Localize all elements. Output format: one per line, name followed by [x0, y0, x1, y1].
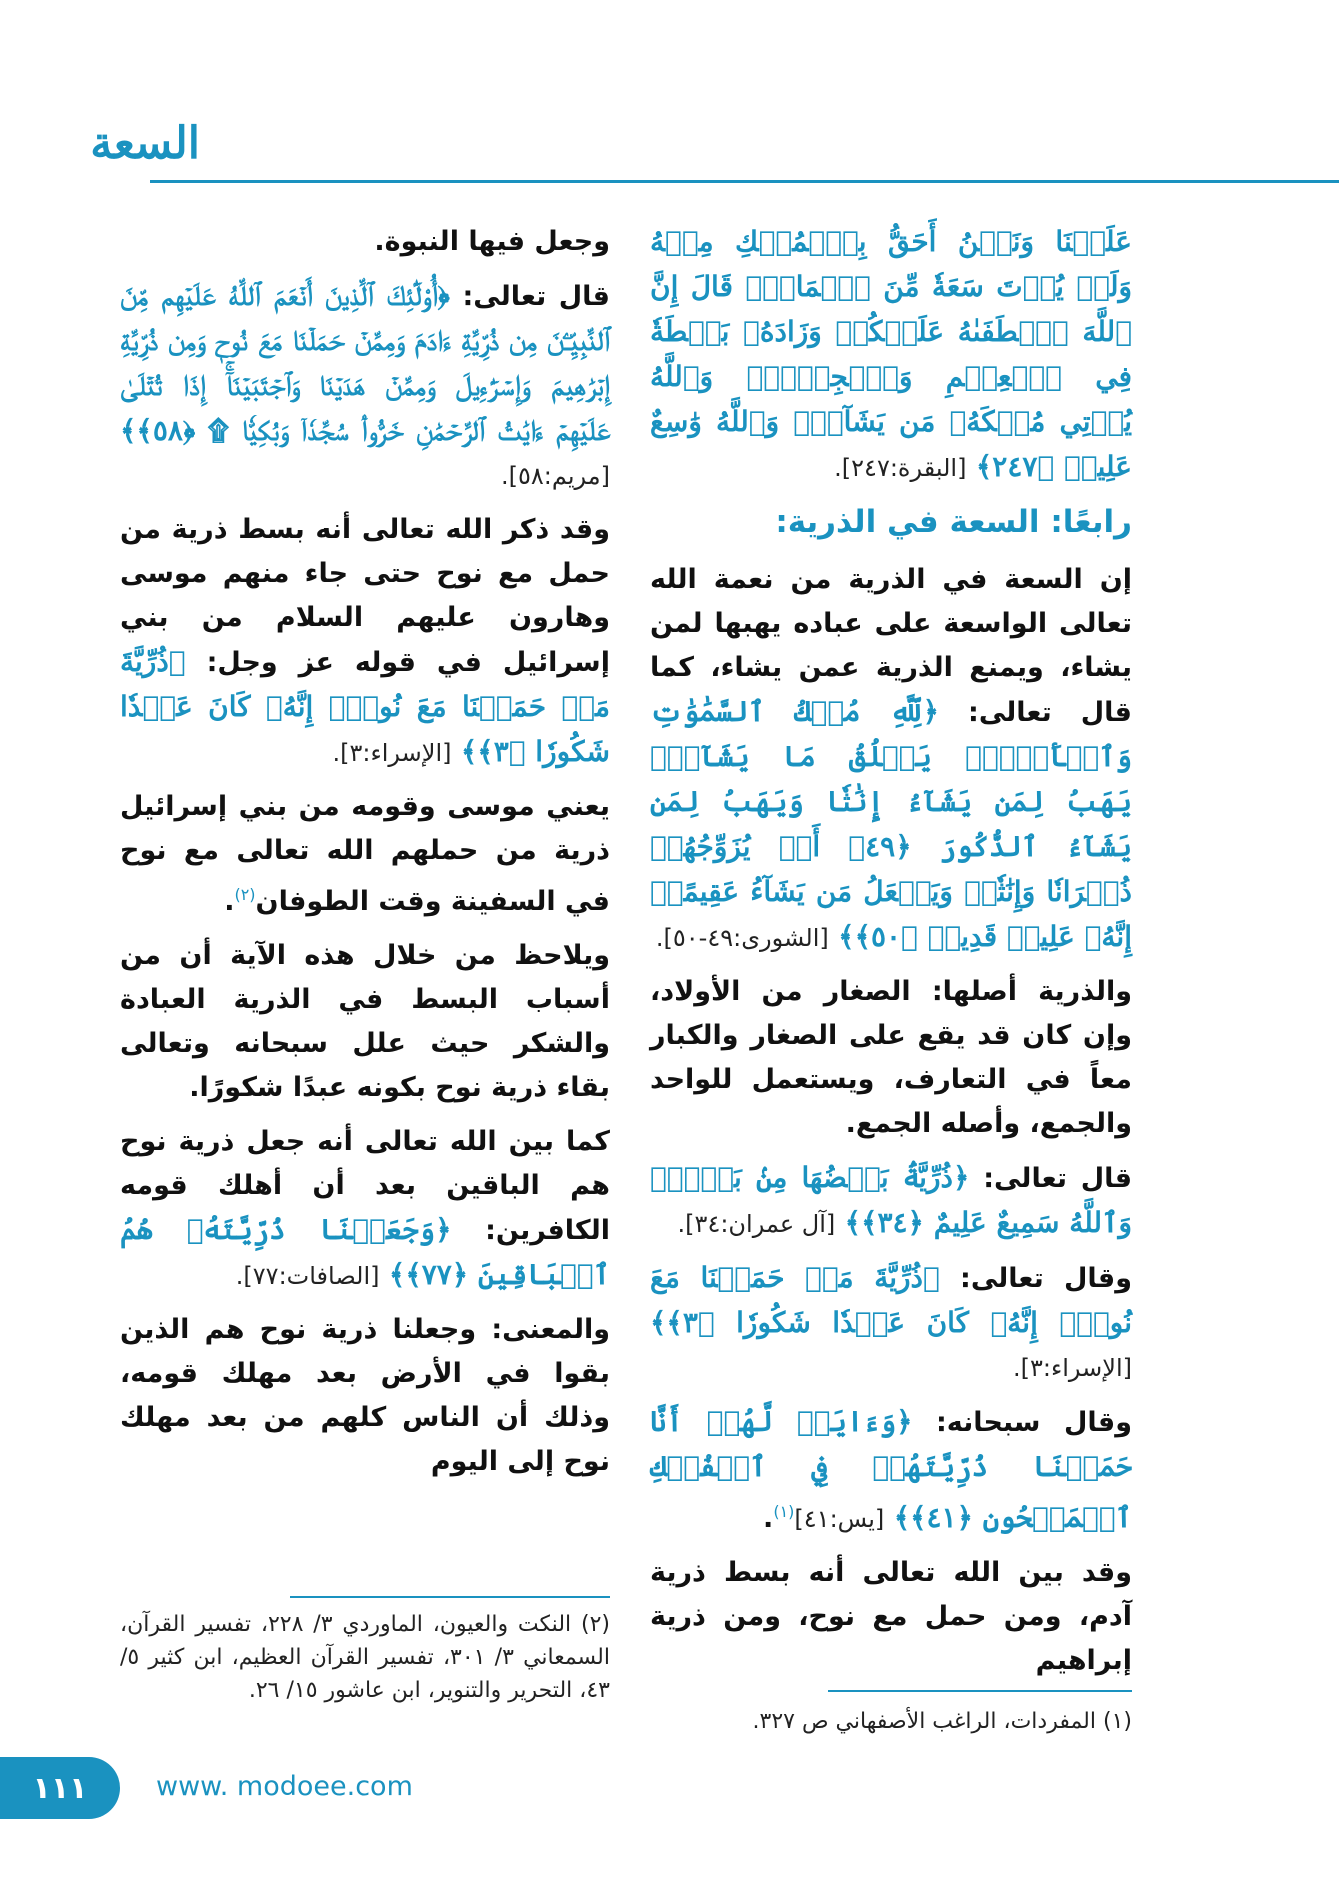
paragraph: وقال سبحانه: ﴿وَءَايَةٞ لَّهُمۡ أَنَّا حَمَلۡنَا ذُرِّيَّتَهُمۡ فِي ٱلۡفُلۡكِ ٱلۡمَشۡحُونِ ﴿٤١﴾﴾ [يس:٤١]$^{(١)}$. [650, 1405, 1132, 1534]
quran-verse-shura: ﴿لِّلَّهِ مُلۡكُ ٱلسَّمَٰوَٰتِ وَٱلۡأَرۡضِۚ يَخۡلُقُ مَا يَشَآءُۚ يَهَبُ لِمَن يَشَآءُ إِنَٰثٗا وَيَهَبُ لِمَن يَشَآءُ ٱلذُّكُورَ ﴿٤٩﴾ أَوۡ يُزَوِّجُهُمۡ ذُكۡرَانٗا وَإِنَٰثٗاۖ وَيَجۡعَلُ مَن يَشَآءُ عَقِيمًاۚ إِنَّهُۥ عَلِيمٞ قَدِيرٞ ﴿٥٠﴾﴾ [650, 695, 1132, 953]
left-column [120, 220, 610, 1494]
paragraph: ويلاحظ من خلال هذه الآية أن من أسباب البسط في الذرية العبادة والشكر حيث علل سبحانه وتعالى بقاء ذرية نوح بكونه عبدًا شكورًا. [120, 940, 610, 1103]
paragraph [120, 1120, 610, 1298]
quran-verse-saffat: ﴿وَجَعَلۡنَا ذُرِّيَّتَهُۥ هُمُ ٱلۡبَاقِينَ ﴿٧٧﴾﴾ [120, 1213, 610, 1291]
footnote-right: (١) المفردات، الراغب الأصفهاني ص ٣٢٧. [752, 1709, 1132, 1734]
paragraph-text: كما بين الله تعالى أنه جعل ذرية نوح هم الباقين بعد أن أهلك قومه الكافرين: [120, 1126, 611, 1246]
website-link[interactable]: www. modoee.com [156, 1771, 413, 1802]
paragraph-text: وقال سبحانه: [936, 1407, 1132, 1438]
paragraph [120, 508, 610, 775]
verse-reference: [الشورى:٤٩-٥٠]. [655, 924, 829, 952]
quran-verse-maryam: ﴿أُوْلَٰٓئِكَ ٱلَّذِينَ أَنۡعَمَ ٱللَّهُ عَلَيۡهِم مِّنَ ٱلنَّبِيِّـۧنَ مِن ذُرِّيَّةِ ءَادَمَ وَمِمَّنۡ حَمَلۡنَا مَعَ نُوحٖ وَمِن ذُرِّيَّةِ إِبۡرَٰهِيمَ وَإِسۡرَٰٓءِيلَ وَمِمَّنۡ هَدَيۡنَا وَٱجۡتَبَيۡنَآۚ إِذَا تُتۡلَىٰ عَلَيۡهِمۡ ءَايَٰتُ ٱلرَّحۡمَٰنِ خَرُّواْۤ سُجَّدٗاۤ وَبُكِيّٗا ۩ ﴿٥٨﴾﴾ [120, 279, 610, 447]
quran-verse-yasin: ﴿وَءَايَةٞ لَّهُمۡ أَنَّا حَمَلۡنَا ذُرِّيَّتَهُمۡ فِي ٱلۡفُلۡكِ ٱلۡمَشۡحُونِ ﴿٤١﴾﴾ [650, 1405, 1132, 1534]
paragraph: وجعل فيها النبوة. [374, 226, 610, 257]
header-divider [150, 180, 1339, 183]
paragraph [650, 558, 1132, 960]
quran-verse-isra: ﴿ذُرِّيَّةَ مَنۡ حَمَلۡنَا مَعَ نُوحٍۚ إِنَّهُۥ كَانَ عَبۡدٗا شَكُورٗا ﴿٣﴾﴾ [650, 1261, 1132, 1339]
paragraph-text: قال تعالى: [462, 281, 610, 312]
paragraph: والذرية أصلها: الصغار من الأولاد، وإن كان قد يقع على الصغار والكبار معاً في التعارف، ويستعمل للواحد والجمع، وأصله الجمع. [650, 976, 1132, 1139]
footnote-divider-left [290, 1596, 610, 1598]
quran-verse-imran: ﴿ذُرِّيَّةَۢ بَعۡضُهَا مِنۢ بَعۡضٖۗ وَٱللَّهُ سَمِيعٌ عَلِيمٌ ﴿٣٤﴾﴾ [650, 1161, 1132, 1239]
verse-reference: [آل عمران:٣٤]. [677, 1210, 836, 1238]
paragraph: والمعنى: وجعلنا ذرية نوح هم الذين بقوا في الأرض بعد مهلك قومه، وذلك أن الناس كلهم من بعد مهلك نوح إلى اليوم [120, 1314, 610, 1477]
paragraph [650, 1256, 1132, 1390]
paragraph-text: قال تعالى: [983, 1163, 1133, 1194]
verse-reference: [الإسراء:٣]. [1013, 1354, 1132, 1382]
paragraph [650, 1156, 1132, 1246]
footnote-divider-right [828, 1690, 1132, 1692]
footnote-left: (٢) النكت والعيون، الماوردي ٣/ ٢٢٨، تفسير القرآن، السمعاني ٣/ ٣٠١، تفسير القرآن العظيم، ابن كثير ٥/ ٤٣، التحرير والتنوير، ابن عاشور ١٥/ ٢٦. [120, 1612, 611, 1703]
verse-reference: [البقرة:٢٤٧]. [834, 454, 967, 482]
footnote-marker: (٢) [234, 885, 256, 904]
verse-reference: [الصافات:٧٧]. [235, 1262, 380, 1290]
paragraph-text: يعني موسى وقومه من بني إسرائيل ذرية من حملهم الله تعالى مع نوح في السفينة وقت الطوفان [120, 791, 610, 917]
paragraph: وقد بين الله تعالى أنه بسط ذرية آدم، ومن حمل مع نوح، ومن ذرية إبراهيم [650, 1557, 1132, 1676]
verse-block [650, 220, 1132, 490]
paragraph-text: وقد ذكر الله تعالى أنه بسط ذرية من حمل مع نوح حتى جاء منهم موسى وهارون عليهم السلام من بني إسرائيل في قوله عز وجل: [120, 514, 610, 678]
section-heading: رابعًا: السعة في الذرية: [775, 504, 1132, 540]
page-title: السعة [90, 118, 200, 169]
right-column [650, 220, 1132, 1693]
verse-reference: [يس:٤١] [794, 1505, 885, 1533]
verse-reference: [الإسراء:٣]. [332, 739, 452, 767]
paragraph-text: وقال تعالى: [960, 1263, 1133, 1294]
paragraph [120, 274, 610, 498]
footnote-marker: (١) [773, 1502, 795, 1521]
verse-reference: [مريم:٥٨]. [501, 462, 610, 490]
quran-verse-isra: ﴿ذُرِّيَّةَ مَنۡ حَمَلۡنَا مَعَ نُوحٍۚ إِنَّهُۥ كَانَ عَبۡدٗا شَكُورٗا ﴿٣﴾﴾ [120, 645, 610, 768]
page-number: ١١١ [0, 1757, 120, 1819]
paragraph: يعني موسى وقومه من بني إسرائيل ذرية من حملهم الله تعالى مع نوح في السفينة وقت الطوفان$^{(٢)}$. [120, 791, 610, 917]
quran-verse-baqarah: عَلَيۡنَا وَنَحۡنُ أَحَقُّ بِٱلۡمُلۡكِ مِنۡهُ وَلَمۡ يُؤۡتَ سَعَةٗ مِّنَ ٱلۡمَالِۚ قَالَ إِنَّ ٱللَّهَ ٱصۡطَفَىٰهُ عَلَيۡكُمۡ وَزَادَهُۥ بَسۡطَةٗ فِي ٱلۡعِلۡمِ وَٱلۡجِسۡمِۖ وَٱللَّهُ يُؤۡتِي مُلۡكَهُۥ مَن يَشَآءُۚ وَٱللَّهُ وَٰسِعٌ عَلِيمٞ ﴿٢٤٧﴾ [650, 225, 1132, 483]
paragraph-text: إن السعة في الذرية من نعمة الله تعالى الواسعة على عباده يهبها لمن يشاء، ويمنع الذرية عمن يشاء، كما قال تعالى: [650, 564, 1132, 728]
